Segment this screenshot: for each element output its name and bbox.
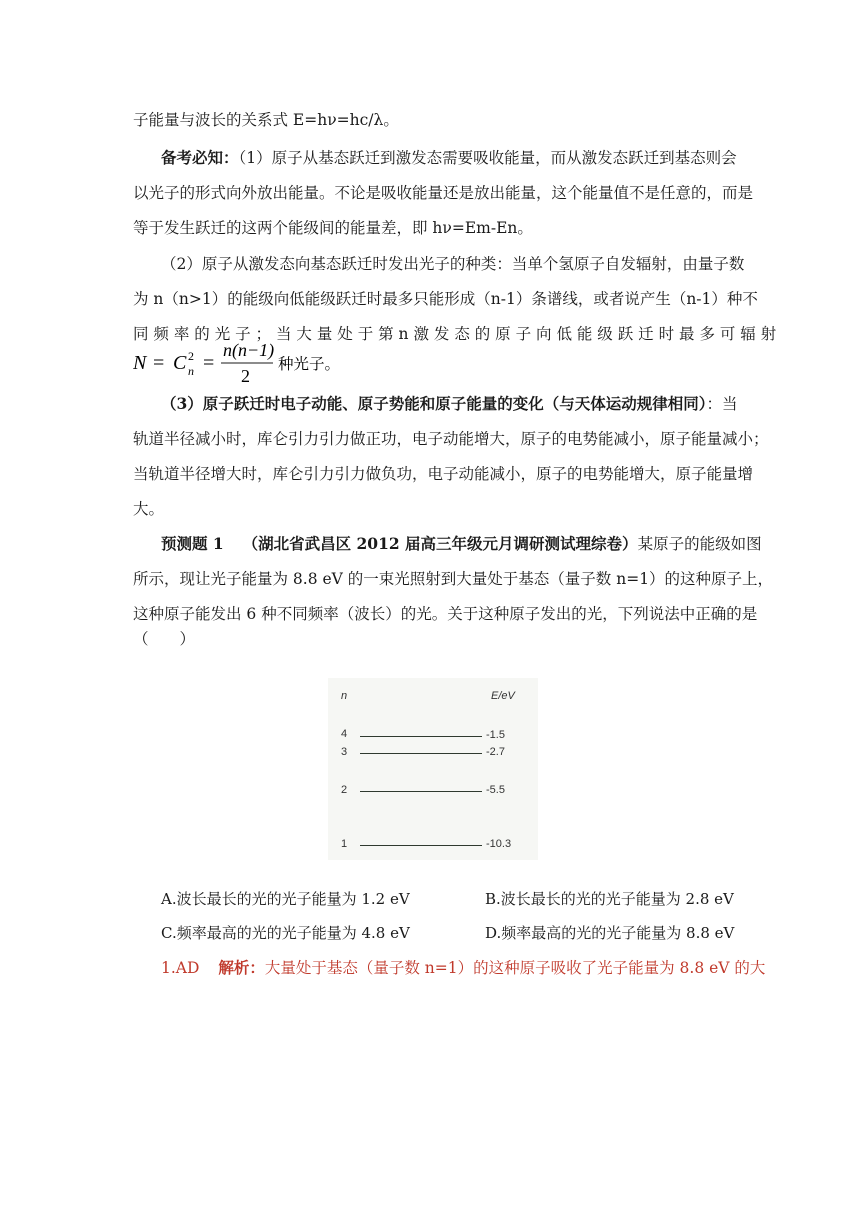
text-line: 等于发生跃迁的这两个能级间的能量差，即 hν=Em-En。	[133, 219, 533, 237]
combination-formula	[133, 338, 463, 386]
level-line	[360, 845, 482, 846]
n-axis-label: n	[341, 690, 348, 702]
answer-label: 1.AD	[161, 959, 200, 977]
section-label: 备考必知：	[161, 148, 239, 167]
answer-line	[161, 957, 765, 979]
text-line	[161, 147, 737, 169]
text-line: 同 频 率 的 光 子 ； 当 大 量 处 于 第 n 激 发 态 的 原 子 向 低 能 级 跃 迁 时 最 多 可 辐 射	[133, 325, 777, 343]
level-line	[360, 736, 482, 737]
formula-sup: 2	[188, 349, 194, 363]
option-a: A.波长最长的光的光子能量为 1.2 eV	[161, 890, 410, 908]
level-energy: -5.5	[486, 784, 505, 796]
option-d: D.频率最高的光的光子能量为 8.8 eV	[485, 924, 735, 942]
formula-eq2: =	[203, 352, 215, 374]
analysis-label: 解析：	[218, 958, 265, 977]
formula-c: C	[173, 352, 187, 374]
formula-numerator: n(n−1)	[223, 340, 275, 360]
level-line	[360, 753, 482, 754]
text-line: （2）原子从激发态向基态跃迁时发出光子的种类：当单个氢原子自发辐射，由量子数	[161, 255, 745, 273]
text-line: （ ）	[133, 630, 196, 648]
text-line: 子能量与波长的关系式 E=hν=hc/λ。	[133, 111, 399, 129]
formula-eq1: =	[153, 352, 165, 374]
text-span: ：当	[706, 395, 738, 413]
level-number: 1	[341, 838, 348, 850]
option-b: B.波长最长的光的光子能量为 2.8 eV	[485, 890, 734, 908]
text-line	[161, 533, 762, 555]
formula-n: N	[133, 352, 147, 374]
text-line: 轨道半径减小时，库仑引力引力做正功，电子动能增大，原子的电势能减小，原子能量减小；	[133, 430, 769, 448]
question-label: 预测题 1	[161, 534, 224, 553]
text-line: 以光子的形式向外放出能量。不论是吸收能量还是放出能量，这个能量值不是任意的，而是	[133, 184, 754, 202]
text-line: 当轨道半径增大时，库仑引力引力做负功，电子动能减小，原子的电势能增大，原子能量增	[133, 465, 754, 483]
level-energy: -1.5	[486, 729, 505, 741]
level-energy: -2.7	[486, 746, 505, 758]
level-number: 2	[341, 784, 348, 796]
formula-sub: n	[188, 364, 194, 378]
text-line: 大。	[133, 500, 165, 518]
energy-axis-label: E/eV	[491, 690, 515, 702]
formula-suffix: 种光子。	[278, 355, 341, 373]
option-c: C.频率最高的光的光子能量为 4.8 eV	[161, 924, 410, 942]
text-line: 为 n（n>1）的能级向低能级跃迁时最多只能形成（n-1）条谱线，或者说产生（n-1）种不	[133, 290, 758, 308]
bold-heading: （3）原子跃迁时电子动能、原子势能和原子能量的变化（与天体运动规律相同）	[161, 394, 707, 413]
text-line	[161, 393, 738, 415]
level-energy: -10.3	[486, 838, 512, 850]
level-line	[360, 791, 482, 792]
formula-denominator: 2	[241, 366, 250, 386]
text-span: （1）原子从基态跃迁到激发态需要吸收能量，而从激发态跃迁到基态则会	[238, 149, 737, 167]
text-line: 所示，现让光子能量为 8.8 eV 的一束光照射到大量处于基态（量子数 n=1）的这种原子上，	[133, 570, 774, 588]
level-number: 4	[341, 728, 348, 740]
energy-level-diagram	[328, 678, 538, 860]
answer-text: 大量处于基态（量子数 n=1）的这种原子吸收了光子能量为 8.8 eV 的大	[264, 959, 766, 977]
text-span: 某原子的能级如图	[637, 535, 762, 553]
question-source: （湖北省武昌区 2012 届高三年级元月调研测试理综卷）	[242, 534, 638, 553]
text-line: 这种原子能发出 6 种不同频率（波长）的光。关于这种原子发出的光，下列说法中正确的是	[133, 605, 758, 623]
level-number: 3	[341, 746, 348, 758]
